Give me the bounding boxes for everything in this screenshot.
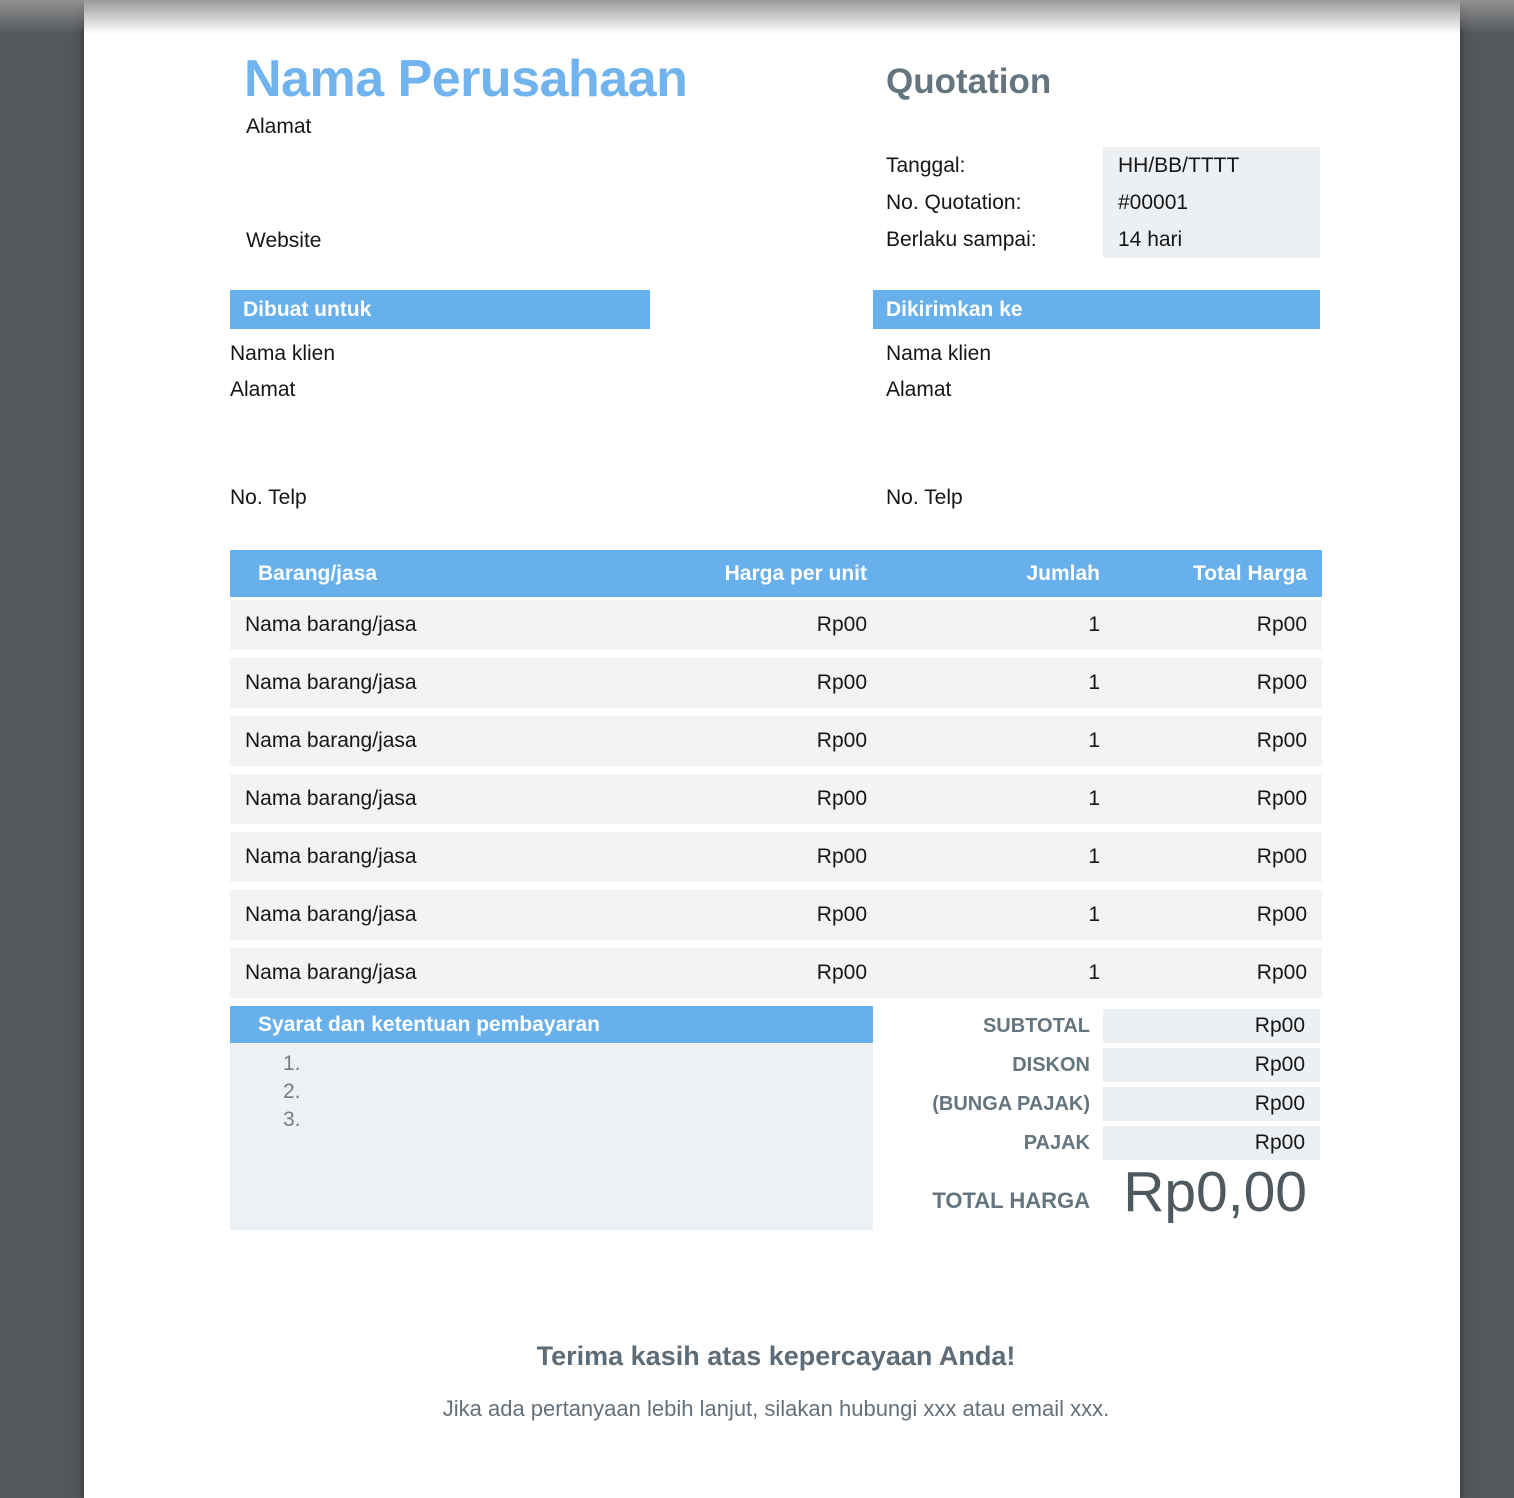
summary-value: Rp00 (1103, 1087, 1320, 1121)
company-website: Website (246, 229, 322, 252)
item-qty-cell: 1 (1088, 671, 1100, 694)
item-total-cell: Rp00 (1256, 845, 1307, 868)
item-name-cell: Nama barang/jasa (245, 961, 417, 984)
terms-list (230, 1043, 873, 1230)
item-name-cell: Nama barang/jasa (245, 787, 417, 810)
items-table-header-row (230, 550, 1322, 597)
col-header-unit-price: Harga per unit (724, 562, 867, 585)
quotation-meta-label: Tanggal: (886, 154, 966, 177)
table-row (230, 890, 1322, 940)
item-qty-cell: 1 (1088, 903, 1100, 926)
col-header-total: Total Harga (1193, 562, 1307, 585)
item-qty-cell: 1 (1088, 961, 1100, 984)
ship-to-line: Nama klien (886, 342, 992, 365)
item-unit-price-cell: Rp00 (816, 613, 867, 636)
quotation-meta-value: #00001 (1103, 184, 1320, 221)
item-qty-cell: 1 (1088, 613, 1100, 636)
item-total-cell: Rp00 (1256, 903, 1307, 926)
item-total-cell: Rp00 (1256, 613, 1307, 636)
terms-list-item: 2. (283, 1080, 301, 1103)
summary-row (886, 1087, 1320, 1121)
summary-label: SUBTOTAL (982, 1015, 1090, 1037)
table-row (230, 832, 1322, 882)
item-name-cell: Nama barang/jasa (245, 729, 417, 752)
quotation-meta-value: 14 hari (1103, 221, 1320, 258)
summary-row (886, 1126, 1320, 1160)
table-row (230, 600, 1322, 650)
summary-value: Rp00 (1103, 1048, 1320, 1082)
table-row (230, 774, 1322, 824)
item-qty-cell: 1 (1088, 787, 1100, 810)
ship-to-line: No. Telp (886, 486, 963, 509)
item-unit-price-cell: Rp00 (816, 729, 867, 752)
company-address: Alamat (246, 115, 312, 138)
item-total-cell: Rp00 (1256, 787, 1307, 810)
items-table-body (230, 600, 1322, 998)
footer-contact-message: Jika ada pertanyaan lebih lanjut, silakan hubungi xxx atau email xxx. (442, 1396, 1110, 1421)
item-unit-price-cell: Rp00 (816, 903, 867, 926)
quotation-meta-label: Berlaku sampai: (886, 228, 1037, 251)
company-name: Nama Perusahaan (244, 50, 688, 108)
summary-value: Rp00 (1103, 1009, 1320, 1043)
item-name-cell: Nama barang/jasa (245, 903, 417, 926)
item-qty-cell: 1 (1088, 845, 1100, 868)
ship-to-line: Alamat (886, 378, 952, 401)
summary-label: (BUNGA PAJAK) (932, 1093, 1090, 1115)
item-name-cell: Nama barang/jasa (245, 845, 417, 868)
terms-list-item: 1. (283, 1052, 301, 1075)
bill-to-details (230, 341, 335, 510)
summary-row (886, 1048, 1320, 1082)
summary-value: Rp00 (1103, 1126, 1320, 1160)
bill-to-line: No. Telp (230, 486, 307, 509)
item-qty-cell: 1 (1088, 729, 1100, 752)
col-header-qty: Jumlah (1026, 562, 1100, 585)
ship-to-header: Dikirimkan ke (873, 290, 1320, 329)
quotation-meta (886, 147, 1320, 258)
item-total-cell: Rp00 (1256, 729, 1307, 752)
item-name-cell: Nama barang/jasa (245, 613, 417, 636)
grand-total-label: TOTAL HARGA (932, 1188, 1090, 1213)
summary-label: DISKON (1012, 1054, 1090, 1076)
item-total-cell: Rp00 (1256, 961, 1307, 984)
item-unit-price-cell: Rp00 (816, 787, 867, 810)
bill-to-line: Nama klien (230, 342, 336, 365)
footer-thanks-message: Terima kasih atas kepercayaan Anda! (536, 1341, 1016, 1371)
table-row (230, 948, 1322, 998)
table-row (230, 716, 1322, 766)
bill-to-line: Alamat (230, 378, 296, 401)
quotation-document-page (84, 0, 1460, 1498)
ship-to-details (886, 341, 991, 510)
quotation-meta-value: HH/BB/TTTT (1103, 147, 1320, 184)
summary-label: PAJAK (1023, 1132, 1090, 1154)
terms-header: Syarat dan ketentuan pembayaran (230, 1006, 873, 1043)
item-total-cell: Rp00 (1256, 671, 1307, 694)
terms-list-item: 3. (283, 1108, 301, 1131)
summary-table (886, 1009, 1320, 1165)
items-table (230, 550, 1322, 998)
quotation-meta-label: No. Quotation: (886, 191, 1022, 214)
item-name-cell: Nama barang/jasa (245, 671, 417, 694)
item-unit-price-cell: Rp00 (816, 961, 867, 984)
item-unit-price-cell: Rp00 (816, 845, 867, 868)
table-row (230, 658, 1322, 708)
summary-row (886, 1009, 1320, 1043)
col-header-item: Barang/jasa (258, 562, 378, 585)
quotation-title: Quotation (886, 62, 1052, 101)
grand-total-value: Rp0,00 (1123, 1160, 1307, 1224)
bill-to-header: Dibuat untuk (230, 290, 650, 329)
item-unit-price-cell: Rp00 (816, 671, 867, 694)
